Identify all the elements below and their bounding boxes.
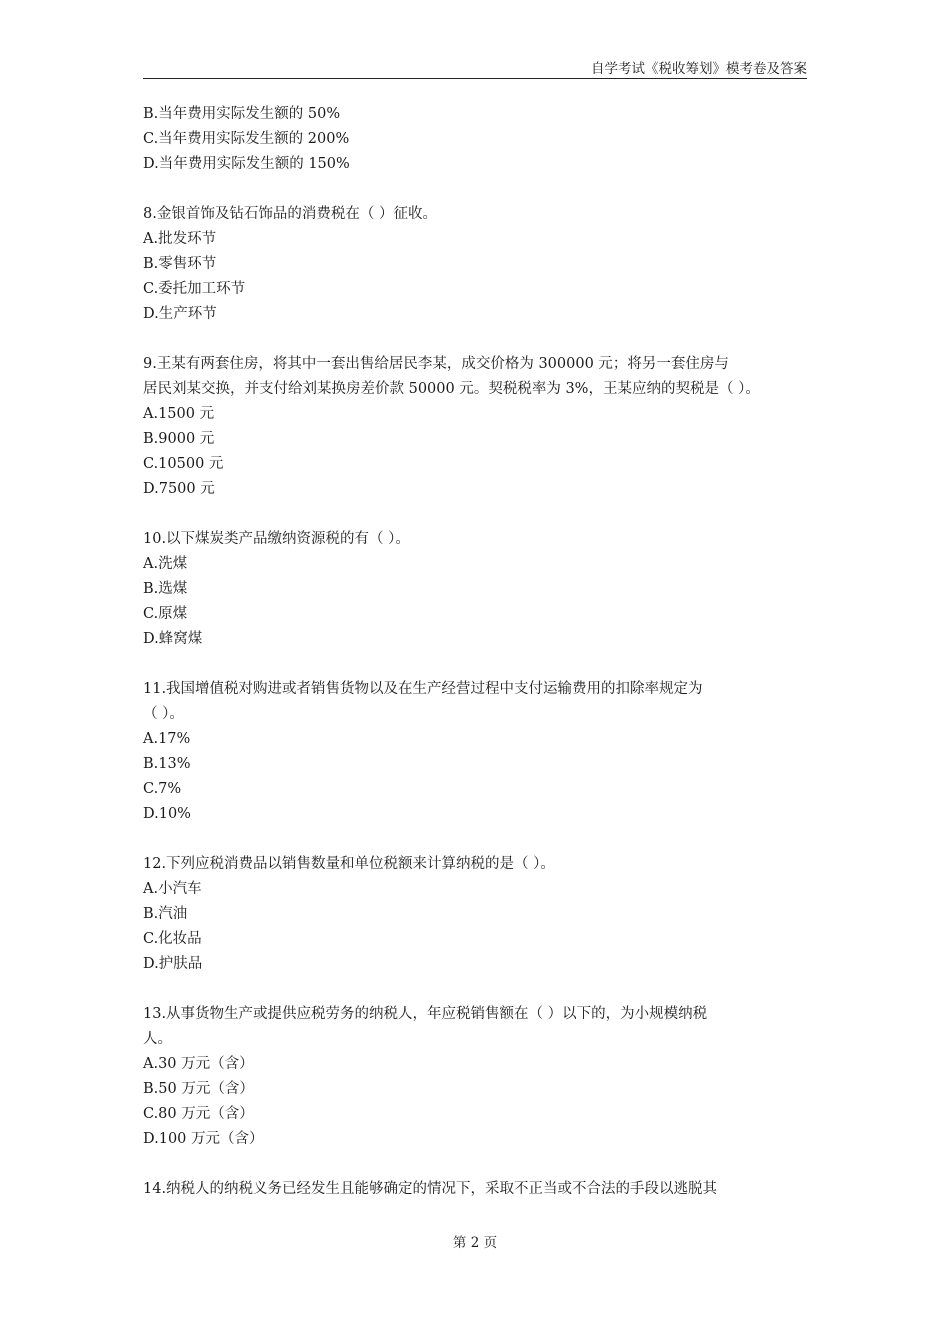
question-stem: 14.纳税人的纳税义务已经发生且能够确定的情况下，采取不正当或不合法的手段以逃脱其: [143, 1181, 718, 1197]
answer-option: A.1500 元: [143, 406, 215, 422]
question-stem-continued: （ ）。: [143, 706, 184, 722]
answer-option: D.生产环节: [143, 306, 217, 322]
question-stem: 12.下列应税消费品以销售数量和单位税额来计算纳税的是（ ）。: [143, 856, 555, 872]
answer-option: D.10%: [143, 806, 191, 822]
answer-option: B.零售环节: [143, 256, 217, 272]
answer-option: A.30 万元（含）: [143, 1056, 254, 1072]
answer-option: D.护肤品: [143, 956, 203, 972]
blank-line: [143, 652, 807, 677]
answer-option: D.蜂窝煤: [143, 631, 203, 647]
answer-option: D.当年费用实际发生额的 150%: [143, 156, 350, 172]
answer-option: A.17%: [143, 731, 191, 747]
answer-option: A.小汽车: [143, 881, 202, 897]
blank-line: [143, 502, 807, 527]
answer-option: C.委托加工环节: [143, 281, 246, 297]
answer-option: C.7%: [143, 781, 182, 797]
answer-option: C.当年费用实际发生额的 200%: [143, 131, 350, 147]
answer-option: C.化妆品: [143, 931, 202, 947]
question-stem: 8.金银首饰及钻石饰品的消费税在（ ）征收。: [143, 206, 437, 222]
blank-line: [143, 1152, 807, 1177]
answer-option: C.10500 元: [143, 456, 224, 472]
question-stem-continued: 人。: [143, 1031, 172, 1047]
blank-line: [143, 827, 807, 852]
question-stem: 13.从事货物生产或提供应税劳务的纳税人，年应税销售额在（ ）以下的，为小规模纳税: [143, 1006, 708, 1022]
question-stem: 9.王某有两套住房，将其中一套出售给居民李某，成交价格为 300000 元；将另一套住房与: [143, 356, 729, 372]
answer-option: B.13%: [143, 756, 191, 772]
page-footer: [0, 1233, 950, 1253]
question-stem-continued: 居民刘某交换，并支付给刘某换房差价款 50000 元。契税税率为 3%，王某应纳的契税是（ ）。: [143, 381, 760, 397]
answer-option: B.当年费用实际发生额的 50%: [143, 106, 341, 122]
question-stem: 11.我国增值税对购进或者销售货物以及在生产经营过程中支付运输费用的扣除率规定为: [143, 681, 703, 697]
answer-option: A.洗煤: [143, 556, 188, 572]
blank-line: [143, 177, 807, 202]
answer-option: D.100 万元（含）: [143, 1131, 264, 1147]
page-number: 第 2 页: [452, 1235, 498, 1251]
question-content: [143, 102, 807, 1202]
answer-option: B.9000 元: [143, 431, 215, 447]
blank-line: [143, 977, 807, 1002]
answer-option: A.批发环节: [143, 231, 217, 247]
page-header: [143, 60, 807, 79]
header-title: 自学考试《税收筹划》模考卷及答案: [591, 61, 807, 77]
answer-option: B.汽油: [143, 906, 188, 922]
answer-option: B.选煤: [143, 581, 188, 597]
answer-option: C.80 万元（含）: [143, 1106, 254, 1122]
answer-option: B.50 万元（含）: [143, 1081, 254, 1097]
blank-line: [143, 327, 807, 352]
question-stem: 10.以下煤炭类产品缴纳资源税的有（ ）。: [143, 531, 410, 547]
answer-option: C.原煤: [143, 606, 188, 622]
answer-option: D.7500 元: [143, 481, 215, 497]
